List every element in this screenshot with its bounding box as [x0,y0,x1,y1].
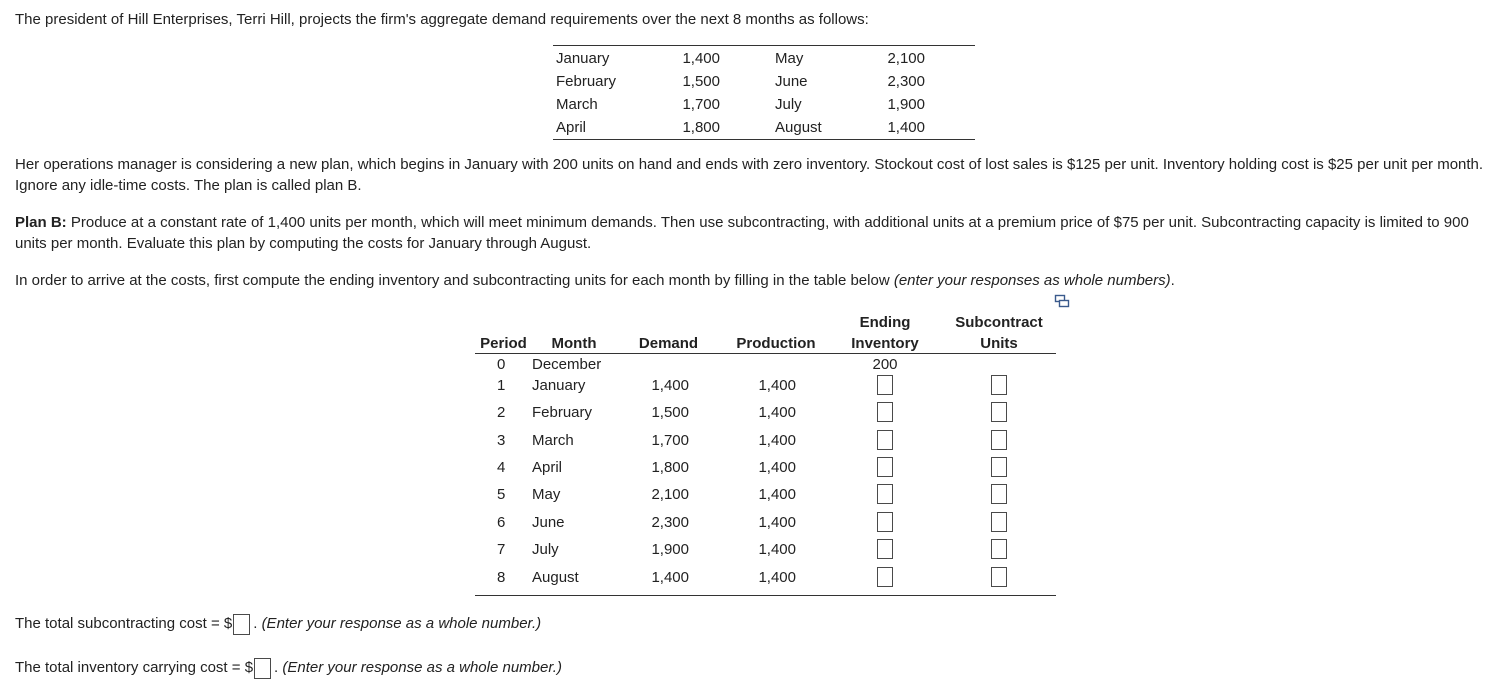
demand-value: 2,300 [887,73,925,90]
header-subcontract-line1: Subcontract [955,314,1043,331]
row-demand: 1,900 [651,541,689,558]
carrying-cost-label: The total inventory carrying cost = $ [15,659,254,676]
ending-inventory-input[interactable] [877,567,893,587]
row-month: April [532,459,563,476]
carrying-cost-line [15,656,562,680]
plan-b-label: Plan B: [15,214,67,231]
subcontract-units-input[interactable] [991,512,1007,532]
row-month: June [532,514,565,531]
row-demand: 2,300 [651,514,689,531]
demand-value: 1,800 [682,119,720,136]
row-period: 2 [497,404,506,421]
copy-icon[interactable] [1054,294,1070,308]
row-period: 5 [497,486,506,503]
start-period: 0 [497,356,506,373]
row-demand: 2,100 [651,486,689,503]
carrying-cost-hint: (Enter your response as a whole number.) [282,659,562,676]
scenario-text: Her operations manager is considering a new plan, which begins in January with 200 units on hand and ends with zero inventory. Stockout cost of lost sales is $125 per unit. Inventory holding cost is $25 per unit per month. Ignore any idle-time costs. The plan is called plan B. [15,156,1484,194]
row-demand: 1,400 [651,569,689,586]
demand-value: 1,400 [887,119,925,136]
row-production: 1,400 [758,404,796,421]
header-period: Period [480,335,527,352]
ending-inventory-input[interactable] [877,457,893,477]
instruction-end: . [1170,272,1175,289]
row-month: January [532,377,586,394]
row-period: 1 [497,377,506,394]
ending-inventory-input[interactable] [877,484,893,504]
ending-inventory-input[interactable] [877,430,893,450]
plan-b-description: Produce at a constant rate of 1,400 units per month, which will meet minimum demands. Then use subcontracting, with additional units at a premium price of $75 per unit. Subcontracting capacity is limited to 900 units per month. Evaluate this plan by computing the costs for January through August. [15,214,1469,252]
row-period: 6 [497,514,506,531]
start-month: December [532,356,602,373]
row-period: 7 [497,541,506,558]
subcontract-units-input[interactable] [991,567,1007,587]
row-production: 1,400 [758,486,796,503]
ending-inventory-input[interactable] [877,375,893,395]
row-period: 3 [497,432,506,449]
subcontract-units-input[interactable] [991,484,1007,504]
header-ending-line2: Inventory [851,335,919,352]
demand-table [553,45,975,140]
row-month: May [532,486,561,503]
demand-month: January [556,50,610,67]
ending-inventory-input[interactable] [877,539,893,559]
demand-month: June [775,73,808,90]
row-demand: 1,500 [651,404,689,421]
ending-inventory-input[interactable] [877,402,893,422]
subcontract-units-input[interactable] [991,539,1007,559]
subcontracting-cost-line [15,612,541,636]
subcontracting-cost-hint: (Enter your response as a whole number.) [261,615,542,632]
header-subcontract-line2: Units [980,335,1018,352]
intro-text: The president of Hill Enterprises, Terri Hill, projects the firm's aggregate demand requirements over the next 8 months as follows: [15,11,869,28]
instruction-main: In order to arrive at the costs, first compute the ending inventory and subcontracting units for each month by filling in the table below [15,272,894,289]
demand-month: April [556,119,587,136]
demand-month: February [556,73,617,90]
demand-value: 1,700 [682,96,720,113]
carrying-cost-end: . [274,659,283,676]
demand-month: July [775,96,802,113]
header-month: Month [551,335,597,352]
row-month: July [532,541,559,558]
demand-value: 2,100 [887,50,925,67]
demand-month: March [556,96,598,113]
row-production: 1,400 [758,514,796,531]
row-demand: 1,800 [651,459,689,476]
subcontracting-cost-end: . [253,615,262,632]
subcontracting-cost-input[interactable] [233,614,250,635]
instruction-text [15,270,1493,291]
plan-b-text [15,212,1493,254]
row-production: 1,400 [758,569,796,586]
subcontract-units-input[interactable] [991,430,1007,450]
demand-month: May [775,50,804,67]
start-ending-inventory: 200 [872,356,898,373]
demand-value: 1,400 [682,50,720,67]
subcontract-units-input[interactable] [991,375,1007,395]
row-month: March [532,432,574,449]
header-ending-line1: Ending [859,314,911,331]
demand-value: 1,900 [887,96,925,113]
row-period: 8 [497,569,506,586]
ending-inventory-input[interactable] [877,512,893,532]
row-production: 1,400 [758,377,796,394]
demand-value: 1,500 [682,73,720,90]
plan-table [475,312,1056,596]
instruction-hint: (enter your responses as whole numbers) [893,272,1171,289]
header-production: Production [736,335,816,352]
row-month: February [532,404,593,421]
subcontracting-cost-label: The total subcontracting cost = $ [15,615,233,632]
row-production: 1,400 [758,541,796,558]
carrying-cost-input[interactable] [254,658,271,679]
row-period: 4 [497,459,506,476]
header-demand: Demand [638,335,699,352]
row-production: 1,400 [758,459,796,476]
demand-month: August [775,119,822,136]
subcontract-units-input[interactable] [991,402,1007,422]
row-production: 1,400 [758,432,796,449]
subcontract-units-input[interactable] [991,457,1007,477]
row-month: August [532,569,579,586]
row-demand: 1,400 [651,377,689,394]
row-demand: 1,700 [651,432,689,449]
